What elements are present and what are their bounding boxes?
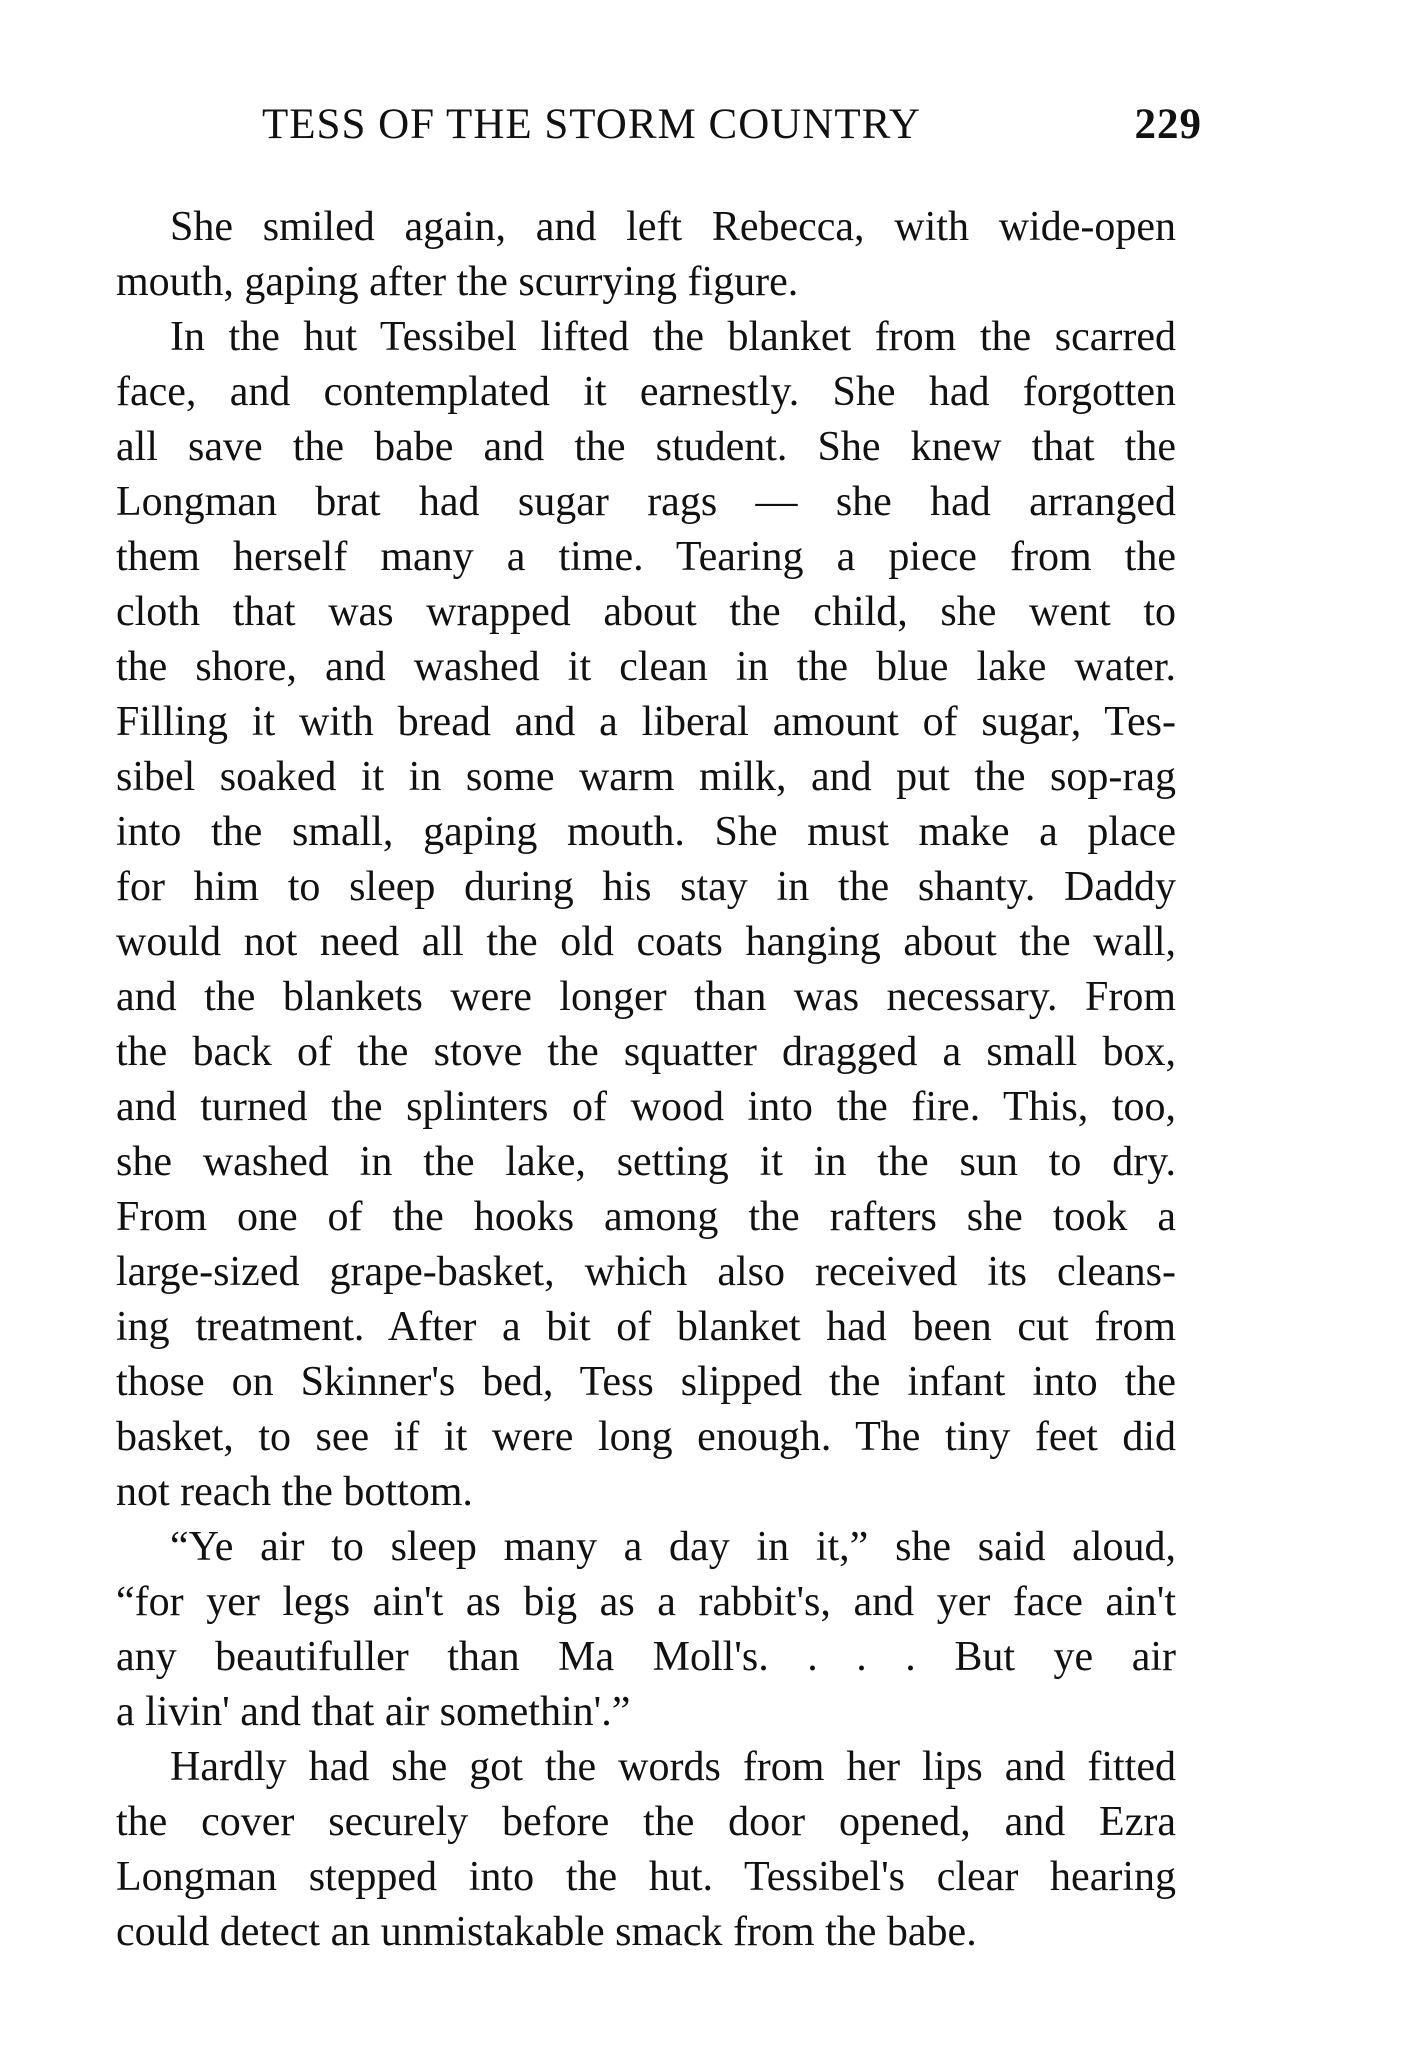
text-line: mouth, gaping after the scurrying figure. (116, 259, 799, 305)
text-line: cloth that was wrapped about the child, she went to (116, 589, 1176, 635)
text-line: “Ye air to sleep many a day in it,” she said aloud, (170, 1524, 1176, 1570)
text-line: them herself many a time. Tearing a piece from the (116, 534, 1176, 580)
text-line: In the hut Tessibel lifted the blanket from the scarred (170, 314, 1176, 360)
text-line: for him to sleep during his stay in the shanty. Daddy (116, 864, 1176, 910)
text-line: ing treatment. After a bit of blanket had been cut from (116, 1304, 1176, 1350)
text-line: From one of the hooks among the rafters she took a (116, 1194, 1176, 1240)
text-line: face, and contemplated it earnestly. She had forgotten (116, 369, 1176, 415)
running-head (262, 100, 1202, 160)
text-line: large-sized grape-basket, which also received its cleans- (116, 1249, 1176, 1295)
running-head-title: TESS OF THE STORM COUNTRY (262, 101, 921, 148)
text-line: could detect an unmistakable smack from the babe. (116, 1909, 977, 1955)
page-number: 229 (1134, 101, 1202, 148)
text-line: those on Skinner's bed, Tess slipped the infant into the (116, 1359, 1176, 1405)
text-line: She smiled again, and left Rebecca, with wide-open (170, 204, 1176, 250)
text-line: a livin' and that air somethin'.” (116, 1689, 631, 1735)
text-line: would not need all the old coats hanging about the wall, (116, 919, 1176, 965)
body-text (116, 200, 1176, 1960)
text-line: the shore, and washed it clean in the blue lake water. (116, 644, 1176, 690)
text-line: sibel soaked it in some warm milk, and put the sop-rag (116, 754, 1176, 800)
text-line: any beautifuller than Ma Moll's. . . . But ye air (116, 1634, 1176, 1680)
text-line: basket, to see if it were long enough. The tiny feet did (116, 1414, 1176, 1460)
text-line: “for yer legs ain't as big as a rabbit's, and yer face ain't (116, 1579, 1176, 1625)
text-line: she washed in the lake, setting it in the sun to dry. (116, 1139, 1176, 1185)
text-line: Filling it with bread and a liberal amount of sugar, Tes- (116, 699, 1176, 745)
text-line: and turned the splinters of wood into the fire. This, too, (116, 1084, 1176, 1130)
text-line: Longman stepped into the hut. Tessibel's clear hearing (116, 1854, 1176, 1900)
text-line: into the small, gaping mouth. She must make a place (116, 809, 1176, 855)
text-line: not reach the bottom. (116, 1469, 473, 1515)
text-line: the cover securely before the door opened, and Ezra (116, 1799, 1176, 1845)
text-line: Hardly had she got the words from her lips and fitted (170, 1744, 1176, 1790)
text-line: all save the babe and the student. She knew that the (116, 424, 1176, 470)
text-line: the back of the stove the squatter dragged a small box, (116, 1029, 1176, 1075)
text-line: and the blankets were longer than was necessary. From (116, 974, 1176, 1020)
text-line: Longman brat had sugar rags — she had arranged (116, 479, 1176, 525)
